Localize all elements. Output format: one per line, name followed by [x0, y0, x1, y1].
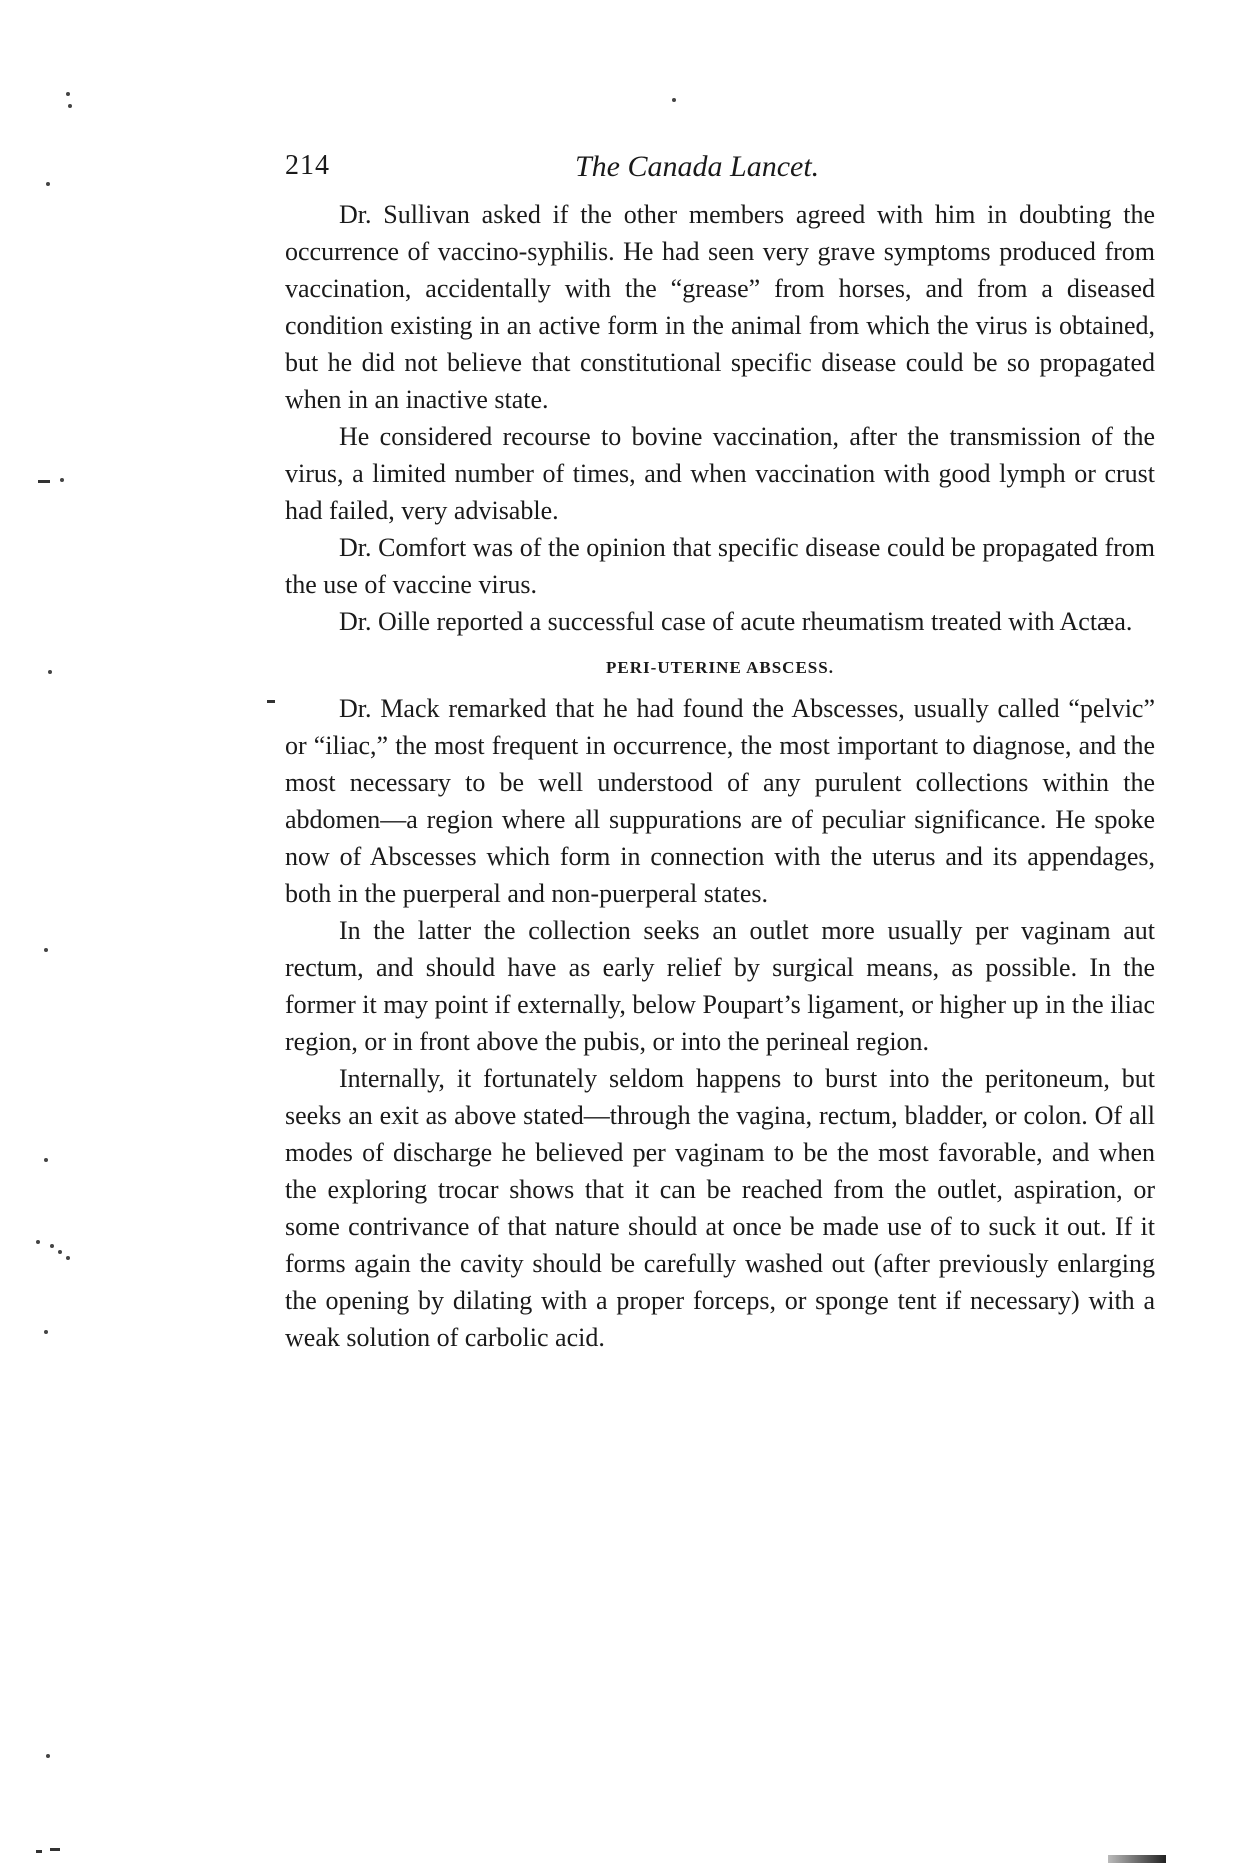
scan-speck [46, 1754, 50, 1758]
scan-speck [672, 98, 676, 102]
scan-speck [66, 1256, 70, 1260]
page-number: 214 [285, 150, 330, 181]
margin-mark [267, 700, 275, 703]
margin-mark [36, 1850, 42, 1853]
scan-speck [48, 670, 52, 674]
paragraph: Dr. Comfort was of the opinion that specific disease could be propagated from the use of vaccine virus. [285, 533, 1155, 599]
scan-speck [60, 478, 64, 482]
paragraph: Internally, it fortunately seldom happens to burst into the peritoneum, but seeks an exit as above stated—through the vagina, rectum, bladder, or colon. Of all modes of discharge he believed per vaginam to be the most favorable, and when the exploring trocar shows that it can be reached from the outlet, aspiration, or some contrivance of that nature should at once be made use of to suck it out. If it forms again the cavity should be carefully washed out (after previously enlarging the opening by dilating with a proper forceps, or sponge tent if necessary) with a weak solution of carbolic acid. [285, 1064, 1155, 1352]
section-heading: PERI-UTERINE ABSCESS. [606, 658, 834, 677]
paragraph: Dr. Sullivan asked if the other members agreed with him in doubting the occurrence of vaccino-syphilis. He had seen very grave symptoms produced from vaccination, accidentally with the “grease” from horses, and from a diseased condition existing in an active form in the animal from which the virus is obtained, but he did not believe that constitutional specific disease could be so propagated when in an inactive state. [285, 200, 1155, 414]
scan-speck [36, 1240, 40, 1244]
scan-speck [44, 1330, 48, 1334]
page-header [285, 150, 1155, 196]
paragraph: Dr. Oille reported a successful case of acute rheumatism treated with Actæa. [339, 607, 1133, 636]
scan-speck [66, 92, 70, 96]
scan-speck [46, 182, 50, 186]
corner-ink-mark [1108, 1855, 1166, 1863]
paragraph: Dr. Mack remarked that he had found the Abscesses, usually called “pelvic” or “iliac,” the most frequent in occurrence, the most important to diagnose, and the most necessary to be well understood of any purulent collections within the abdomen—a region where all suppurations are of peculiar significance. He spoke now of Abscesses which form in connection with the uterus and its appendages, both in the puerperal and non-puerperal states. [285, 694, 1155, 908]
document-page [285, 150, 1155, 1356]
running-title: The Canada Lancet. [575, 150, 820, 183]
scan-speck [58, 1250, 62, 1254]
scan-speck [44, 948, 48, 952]
margin-mark [50, 1848, 60, 1851]
paragraph: In the latter the collection seeks an outlet more usually per vaginam aut rectum, and should have as early relief by surgical means, as possible. In the former it may point if externally, below Poupart’s ligament, or higher up in the iliac region, or in front above the pubis, or into the perineal region. [285, 916, 1155, 1056]
margin-mark [38, 480, 50, 483]
scan-speck [68, 104, 72, 108]
section-body [285, 690, 1155, 1356]
body-text [285, 196, 1155, 640]
paragraph: He considered recourse to bovine vaccination, after the transmission of the virus, a limited number of times, and when vaccination with good lymph or crust had failed, very advisable. [285, 422, 1155, 525]
scan-speck [50, 1244, 54, 1248]
scan-speck [44, 1158, 48, 1162]
